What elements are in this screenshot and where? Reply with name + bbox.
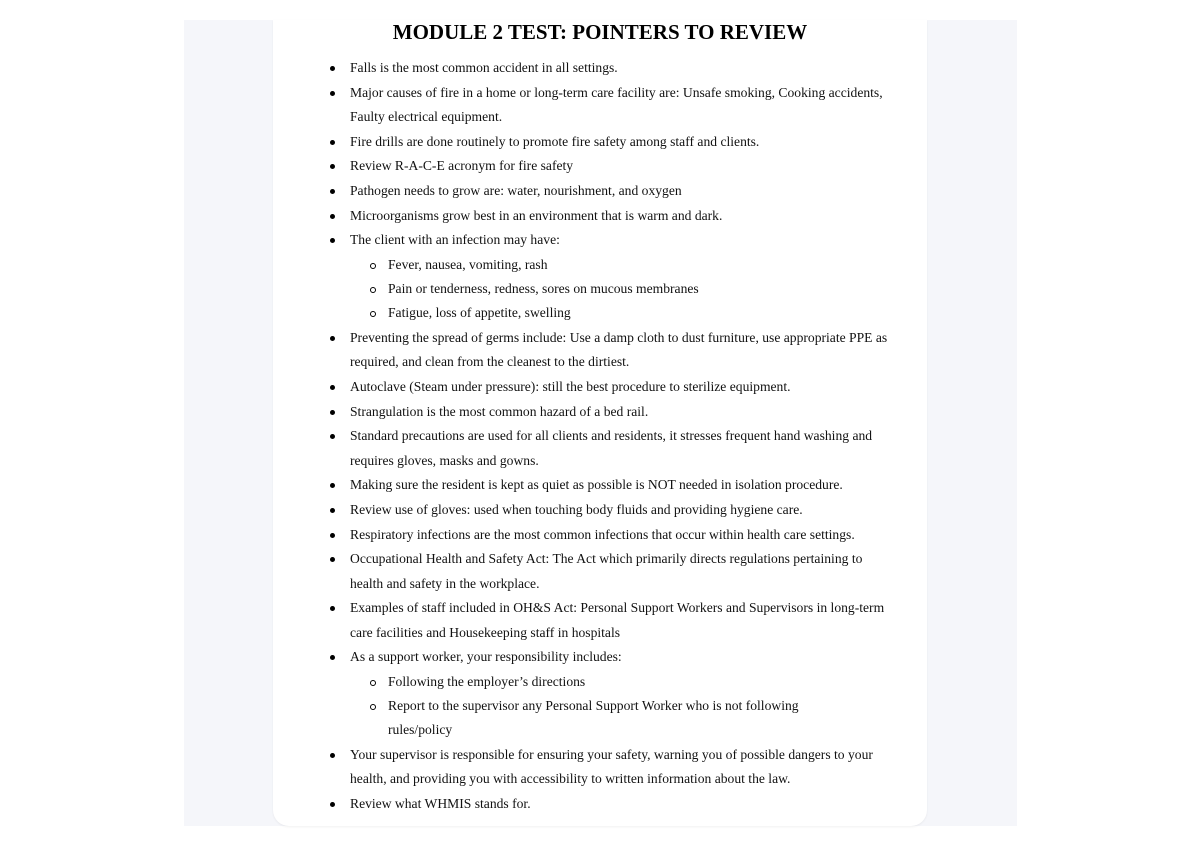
list-item xyxy=(273,179,927,203)
list-item xyxy=(273,375,927,399)
list-item-text: Respiratory infections are the most common infections that occur within health care settings. xyxy=(350,526,855,542)
list-item xyxy=(273,154,927,178)
bullet-dot-icon xyxy=(330,655,335,660)
list-item-text: As a support worker, your responsibility includes: xyxy=(350,649,622,665)
sub-list-item xyxy=(273,694,891,743)
bullet-dot-icon xyxy=(330,753,335,758)
bullet-dot-icon xyxy=(330,533,335,538)
sub-list-item-text: Fatigue, loss of appetite, swelling xyxy=(388,305,571,321)
hollow-bullet-icon xyxy=(370,311,376,317)
list-item-text: Your supervisor is responsible for ensuring your safety, warning you of possible dangers to your health, and providing you with accessibility to written information about the law. xyxy=(350,746,873,787)
list-item xyxy=(273,547,927,596)
list-item-text: Preventing the spread of germs include: Use a damp cloth to dust furniture, use appropriate PPE as required, and clean from the cleanest to the dirtiest. xyxy=(350,330,888,370)
review-bullet-list xyxy=(273,56,927,817)
list-item xyxy=(273,81,927,130)
document-page xyxy=(273,20,927,826)
list-item-text: Review R-A-C-E acronym for fire safety xyxy=(350,158,574,174)
hollow-bullet-icon xyxy=(370,263,376,269)
list-item-text: Major causes of fire in a home or long-term care facility are: Unsafe smoking, Cooking accidents, Faulty electrical equipment. xyxy=(350,84,883,124)
bullet-dot-icon xyxy=(330,557,335,562)
sub-list-item xyxy=(273,670,891,694)
bullet-dot-icon xyxy=(330,66,335,71)
list-item-text: Strangulation is the most common hazard of a bed rail. xyxy=(350,403,649,419)
bullet-dot-icon xyxy=(330,189,335,194)
page-title: MODULE 2 TEST: POINTERS TO REVIEW xyxy=(392,20,808,44)
list-item-text: Review what WHMIS stands for. xyxy=(350,795,531,811)
bullet-dot-icon xyxy=(330,606,335,611)
list-item-text: Pathogen needs to grow are: water, nourishment, and oxygen xyxy=(350,183,682,199)
hollow-bullet-icon xyxy=(370,287,376,293)
list-item xyxy=(273,645,927,742)
list-item xyxy=(273,792,927,816)
sub-list-item xyxy=(273,277,891,301)
sub-list-item xyxy=(273,301,891,325)
list-item xyxy=(273,498,927,522)
sub-list xyxy=(350,253,891,326)
list-item xyxy=(273,56,927,80)
sub-list-item-text: Following the employer’s directions xyxy=(388,673,586,689)
list-item xyxy=(273,473,927,497)
hollow-bullet-icon xyxy=(370,680,376,686)
list-item xyxy=(273,743,927,792)
list-item xyxy=(273,326,927,375)
sub-list-item xyxy=(273,253,891,277)
list-item xyxy=(273,400,927,424)
sub-list-item-text: Report to the supervisor any Personal Support Worker who is not following rules/policy xyxy=(388,697,799,738)
list-item-text: Falls is the most common accident in all settings. xyxy=(350,60,618,75)
sub-list xyxy=(350,670,891,743)
list-item-text: Fire drills are done routinely to promote fire safety among staff and clients. xyxy=(350,133,760,149)
list-item xyxy=(273,523,927,547)
bullet-dot-icon xyxy=(330,238,335,243)
bullet-dot-icon xyxy=(330,336,335,341)
list-item-text: Microorganisms grow best in an environment that is warm and dark. xyxy=(350,207,723,223)
sub-list-item-text: Fever, nausea, vomiting, rash xyxy=(388,256,548,272)
list-item-text: Standard precautions are used for all clients and residents, it stresses frequent hand washing and requires gloves, masks and gowns. xyxy=(350,428,873,468)
bullet-dot-icon xyxy=(330,91,335,96)
bullet-dot-icon xyxy=(330,214,335,219)
bullet-dot-icon xyxy=(330,385,335,390)
list-item-text: Occupational Health and Safety Act: The Act which primarily directs regulations pertaining to health and safety in the workplace. xyxy=(350,551,863,591)
bullet-dot-icon xyxy=(330,483,335,488)
list-item xyxy=(273,228,927,325)
list-item-text: Review use of gloves: used when touching body fluids and providing hygiene care. xyxy=(350,502,803,518)
list-item-text: Making sure the resident is kept as quiet as possible is NOT needed in isolation procedure. xyxy=(350,477,843,493)
bullet-dot-icon xyxy=(330,410,335,415)
hollow-bullet-icon xyxy=(370,704,376,710)
list-item-text: The client with an infection may have: xyxy=(350,232,560,248)
bullet-dot-icon xyxy=(330,434,335,439)
bullet-dot-icon xyxy=(330,508,335,513)
bullet-dot-icon xyxy=(330,802,335,807)
bullet-dot-icon xyxy=(330,164,335,169)
list-item xyxy=(273,596,927,645)
sub-list-item-text: Pain or tenderness, redness, sores on mucous membranes xyxy=(388,281,699,297)
bullet-dot-icon xyxy=(330,140,335,145)
list-item-text: Examples of staff included in OH&S Act: Personal Support Workers and Supervisors in long-term care facilities and Housekeeping staff in hospitals xyxy=(350,600,885,640)
list-item xyxy=(273,130,927,154)
list-item-text: Autoclave (Steam under pressure): still the best procedure to sterilize equipment. xyxy=(350,378,791,394)
list-item xyxy=(273,204,927,228)
list-item xyxy=(273,424,927,473)
